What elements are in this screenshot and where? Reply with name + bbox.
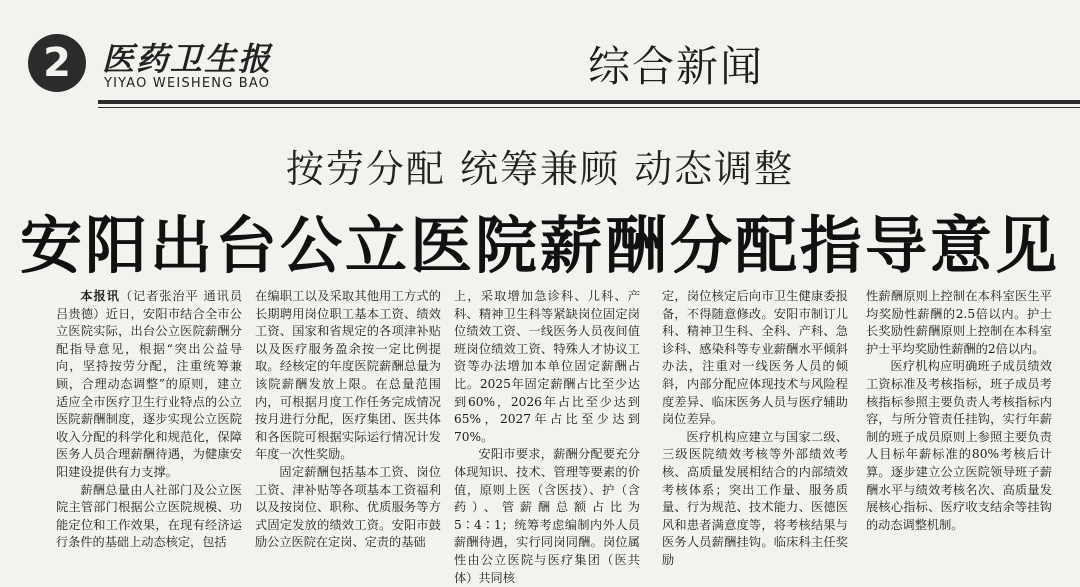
dateline-lead: 本报讯 — [80, 289, 120, 303]
paragraph-text: 固定薪酬包括基本工资、岗位工资、津补贴等各项基本工资福利以及按岗位、职称、优质服务等方式固定发放的绩效工资。安阳市鼓励公立医院在定岗、定责的基础 — [255, 464, 441, 550]
article-column-4 — [662, 288, 848, 567]
masthead — [0, 0, 1080, 118]
paragraph-text: 医疗机构应建立与国家二级、三级医院绩效考核等外部绩效考核、高质量发展相结合的内部绩效考核体系；突出工作量、服务质量、行为规范、技术能力、医德医风和患者满意度等，将考核结果与医务人员薪酬挂钩。临床科主任奖励 — [662, 429, 848, 567]
article-column-5 — [866, 288, 1052, 549]
article-subtitle: 按劳分配 统筹兼顾 动态调整 — [285, 147, 795, 191]
article-headline: 安阳出台公立医院薪酬分配指导意见 — [19, 209, 1060, 282]
article-column-2 — [255, 288, 441, 549]
paragraph-text: 性薪酬原则上控制在本科室医生平均奖励性薪酬的2.5倍以内。护士长奖励性薪酬原则上控制在本科室护士平均奖励性薪酬的2倍以内。 — [866, 289, 1052, 356]
article-body — [56, 288, 1080, 585]
paragraph-text: 安阳市要求，薪酬分配要充分体现知识、技术、管理等要素的价值，原则上医（含医技）、护（含药）、管薪酬总额占比为5∶4∶1；统筹考虑编制内外人员薪酬待遇，实行同岗同酬。岗位属性由公立医院与医疗集团（医共体）共同核 — [454, 447, 640, 585]
section-title: 综合新闻 — [588, 42, 765, 91]
paper-name-logo: 医药卫生报 — [102, 40, 273, 78]
paragraph-text: 上，采取增加急诊科、儿科、产科、精神卫生科等紧缺岗位固定岗位绩效工资、一线医务人员夜间值班岗位绩效工资、特殊人才协议工资等办法增加本单位固定薪酬占比。2025年固定薪酬占比至少达到60%，2026年占比至少达到65%，2027年占比至少达到70%。 — [454, 289, 640, 444]
paragraph-text: 医疗机构应明确班子成员绩效工资标准及考核指标，班子成员考核指标参照主要负责人考核指标内容，与所分管责任挂钩，实行年薪制的班子成员原则上参照主要负责人目标年薪标准的80%考核后计算。逐步建立公立医院领导班子薪酬水平与绩效考核名次、高质量发展核心指标、医疗收支结余等挂钩的动态调整机制。 — [866, 359, 1052, 532]
paragraph-text: （记者张治平 通讯员吕贵德）近日，安阳市结合全市公立医院实际，出台公立医院薪酬分配指导意见，根据“突出公益导向，坚持按劳分配，注重统筹兼顾，合理动态调整”的原则，建立适应全市医疗卫生行业特点的公立医院薪酬制度，逐步实现公立医院收入分配的科学化和规范化，保障医务人员合理薪酬待遇，为健康安阳建设提供有力支撑。 — [56, 289, 243, 479]
article-column-1 — [56, 288, 242, 549]
masthead-rule-thin — [98, 107, 1080, 108]
paragraph-text: 在编职工以及采取其他用工方式的长期聘用岗位职工基本工资、绩效工资、国家和省规定的各项津补贴以及医疗服务盈余按一定比例提取。经核定的年度医院薪酬总量为该院薪酬发放上限。在总量范围内，可根据月度工作任务完成情况按月进行分配，医疗集团、医共体和各医院可根据实际运行情况计发年度一次性奖励。 — [255, 289, 441, 462]
paper-pinyin: YIYAO WEISHENG BAO — [104, 76, 271, 91]
paragraph-text: 薪酬总量由人社部门及公立医院主管部门根据公立医院规模、功能定位和工作效果，在现有经济运行条件的基础上动态核定，包括 — [56, 482, 242, 550]
masthead-rule — [98, 100, 1080, 104]
page-number-badge: 2 — [28, 34, 86, 92]
article-column-3 — [454, 288, 640, 585]
paragraph-text: 定，岗位核定后向市卫生健康委报备，不得随意修改。安阳市制订儿科、精神卫生科、全科、产科、急诊科、感染科等专业薪酬水平倾斜办法，注重对一线医务人员的倾斜，内部分配应体现技术与风险程度差异、临床医务人员与医疗辅助岗位差异。 — [662, 289, 848, 427]
